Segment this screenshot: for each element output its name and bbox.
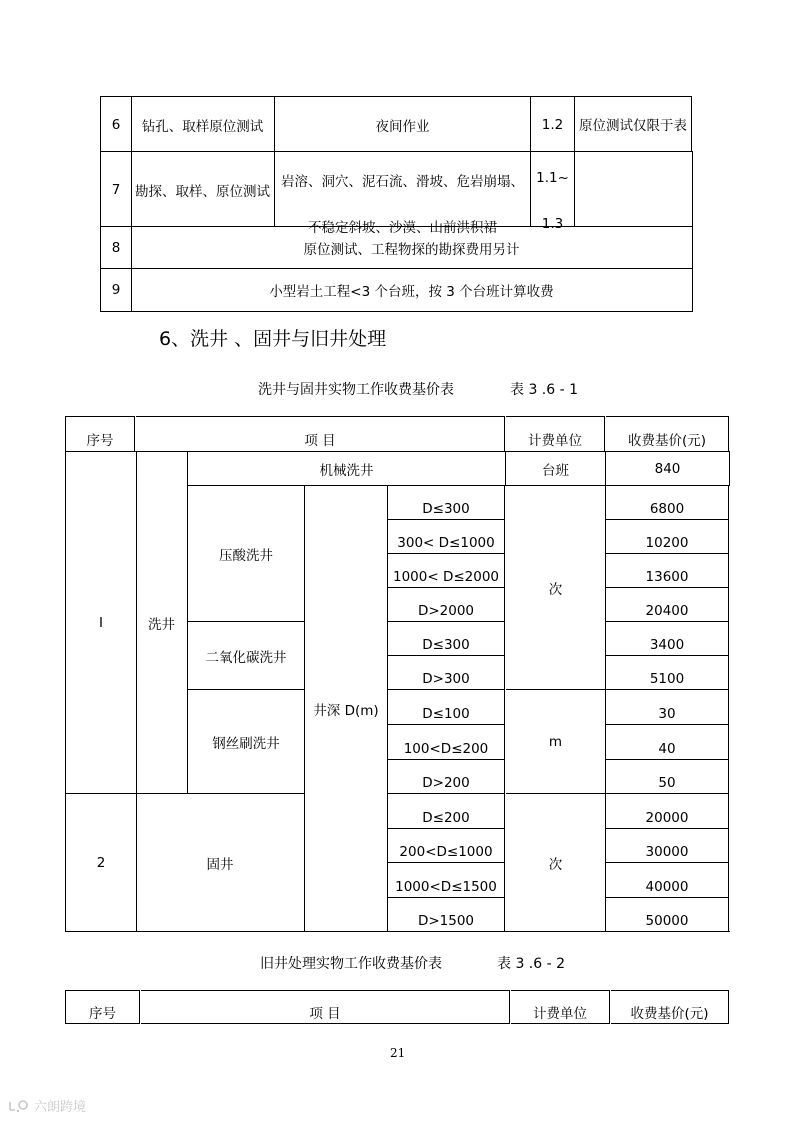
price-text: 10200 — [645, 535, 689, 551]
unit-text: 台班 — [542, 463, 569, 479]
table-cell-factor — [531, 151, 575, 232]
price-text: 840 — [654, 461, 681, 477]
range-text: D≤300 — [422, 501, 470, 517]
table-cell-item — [131, 151, 275, 227]
price-cell — [606, 862, 729, 897]
method-text: 二氧化碳洗井 — [205, 650, 287, 666]
row-number: 6 — [111, 116, 121, 133]
group-no-text: 2 — [96, 855, 106, 871]
depth-label — [305, 485, 388, 932]
note-text: 小型岩土工程<3 个台班，按 3 个台班计算收费 — [269, 284, 554, 300]
price-cell — [606, 519, 729, 553]
factor-line-1: 1.1~ — [536, 170, 569, 186]
range-text: 200<D≤1000 — [399, 844, 493, 860]
range-text: D>300 — [422, 671, 470, 687]
method-co2-wash — [188, 621, 305, 690]
range-text: 1000< D≤2000 — [392, 569, 500, 585]
price-text: 40000 — [645, 879, 689, 895]
table-number: 表 3 .6 - 1 — [510, 382, 579, 398]
price-text: 50000 — [645, 913, 689, 929]
header-text: 项 目 — [309, 1006, 341, 1022]
depth-range — [388, 897, 505, 931]
depth-range — [388, 519, 505, 553]
item-text: 勘探、取样、原位测试 — [135, 183, 270, 200]
header-text: 计费单位 — [533, 1006, 587, 1022]
factor-line-2: 1.3 — [541, 216, 564, 232]
depth-range — [388, 621, 505, 655]
method-text: 压酸洗井 — [219, 548, 273, 564]
factor-text: 1.2 — [541, 116, 564, 133]
table-cell-factor — [531, 96, 575, 152]
mech-wash-price — [606, 451, 730, 486]
depth-range — [388, 793, 505, 828]
table-cell-no — [100, 268, 132, 312]
price-cell — [606, 793, 729, 828]
header-text: 计费单位 — [528, 433, 582, 449]
price-text: 3400 — [649, 637, 685, 653]
watermark-text: 六朗跨境 — [34, 1100, 87, 1115]
table-cell-no — [100, 96, 132, 152]
price-text: 40 — [658, 741, 676, 757]
mech-wash-label — [188, 451, 506, 486]
header-price — [606, 416, 729, 451]
table-cell-condition — [275, 151, 531, 236]
table-cell-note — [131, 268, 693, 312]
range-text: D>2000 — [417, 603, 475, 619]
table-cell-condition — [275, 96, 531, 152]
page-number: 21 — [390, 1046, 406, 1060]
header-text: 收费基价(元) — [627, 433, 707, 449]
price-text: 13600 — [645, 569, 689, 585]
price-text: 20000 — [645, 810, 689, 826]
depth-range — [388, 587, 505, 621]
item-text: 机械洗井 — [319, 463, 374, 479]
group-no-text: I — [99, 615, 103, 631]
depth-range — [388, 724, 505, 759]
range-text: D≤100 — [422, 706, 470, 722]
range-text: D>1500 — [417, 913, 475, 929]
header-item — [136, 416, 505, 451]
unit-meter — [506, 689, 606, 794]
price-cell — [606, 621, 729, 655]
depth-range — [388, 655, 505, 689]
range-text: 300< D≤1000 — [397, 535, 495, 551]
range-text: D>200 — [422, 775, 470, 791]
header-text: 序号 — [89, 1006, 116, 1022]
header-no — [65, 416, 135, 451]
depth-range — [388, 828, 505, 862]
header-price — [611, 990, 729, 1024]
price-text: 50 — [658, 775, 676, 791]
unit-text: 次 — [548, 857, 563, 873]
header-text: 项 目 — [304, 433, 336, 449]
table-caption: 洗井与固井实物工作收费基价表 — [258, 382, 454, 398]
table-cell-note — [131, 226, 693, 269]
group-number — [65, 451, 137, 794]
item-text: 钻孔、取样原位测试 — [141, 118, 264, 135]
note-text: 原位测试、工程物探的勘探费用另计 — [303, 242, 520, 258]
depth-range — [388, 485, 505, 519]
price-cell — [606, 553, 729, 587]
depth-range — [388, 759, 505, 793]
depth-text: 井深 D(m) — [313, 703, 379, 719]
range-text: 1000<D≤1500 — [395, 879, 497, 895]
depth-range — [388, 862, 505, 897]
price-text: 6800 — [649, 501, 685, 517]
table-bottom-border — [65, 931, 730, 932]
header-no — [65, 990, 140, 1024]
unit-text: 次 — [548, 582, 563, 598]
unit-times — [506, 485, 606, 690]
price-text: 30000 — [645, 844, 689, 860]
price-cell — [606, 485, 729, 519]
price-cell — [606, 759, 729, 793]
range-text: 100<D≤200 — [403, 741, 489, 757]
condition-line-1: 岩溶、洞穴、泥石流、滑坡、危岩崩塌、 — [281, 174, 524, 190]
price-text: 30 — [658, 706, 676, 722]
table-cell-note — [575, 151, 693, 227]
group-name-text: 洗井 — [148, 617, 175, 633]
row-number: 9 — [111, 282, 121, 298]
method-wire-brush — [188, 689, 305, 794]
watermark-logo-icon — [8, 1099, 30, 1113]
price-cell — [606, 724, 729, 759]
price-text: 5100 — [649, 671, 685, 687]
note-text: 原位测试仅限于表 — [579, 118, 687, 134]
range-text: D≤200 — [422, 810, 470, 826]
watermark — [8, 1096, 86, 1115]
group-name-text: 固井 — [206, 857, 234, 873]
header-text: 序号 — [86, 433, 114, 449]
table-number: 表 3 .6 - 2 — [497, 956, 566, 972]
price-text: 20400 — [645, 603, 689, 619]
unit-times — [506, 793, 606, 932]
table-cell-no — [100, 151, 132, 227]
row-number: 8 — [111, 240, 121, 256]
price-cell — [606, 655, 729, 689]
mech-wash-unit — [506, 451, 606, 486]
method-acid-wash — [188, 485, 305, 622]
header-unit — [506, 416, 605, 451]
price-cell — [606, 587, 729, 621]
unit-text: m — [548, 734, 563, 750]
method-text: 钢丝刷洗井 — [212, 736, 280, 752]
table-cell-item — [131, 96, 275, 152]
header-item — [141, 990, 510, 1024]
table-caption: 旧井处理实物工作收费基价表 — [260, 956, 442, 972]
header-text: 收费基价(元) — [630, 1006, 709, 1022]
header-unit — [511, 990, 610, 1024]
depth-range — [388, 689, 505, 724]
condition-text: 夜间作业 — [375, 118, 430, 135]
row-number: 7 — [111, 181, 121, 198]
group-name — [136, 793, 305, 932]
group-name — [136, 451, 188, 794]
depth-range — [388, 553, 505, 587]
section-heading: 6、洗井 、固井与旧井处理 — [159, 328, 387, 350]
price-cell — [606, 897, 729, 931]
table-cell-no — [100, 226, 132, 269]
range-text: D≤300 — [422, 637, 470, 653]
condition-line-2: 不稳定斜坡、沙漠、山前洪积裙 — [308, 220, 497, 236]
group-number — [65, 793, 137, 932]
price-cell — [606, 828, 729, 862]
table-cell-note — [575, 96, 692, 151]
price-cell — [606, 689, 729, 724]
